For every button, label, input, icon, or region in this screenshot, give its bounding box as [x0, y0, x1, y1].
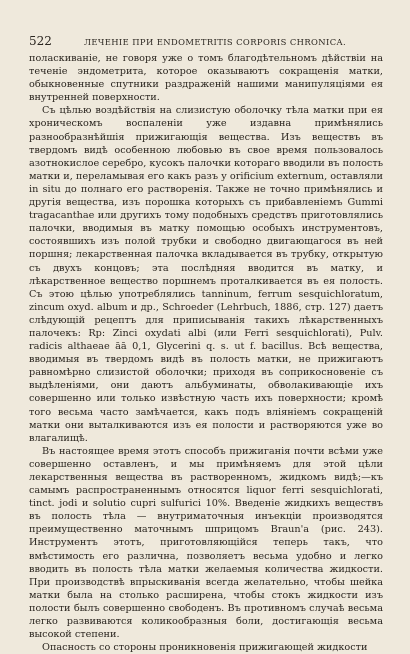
paragraph-continuation: полаcкиваніе, не говоря уже о томъ благодѣтельномъ дѣйствіи на теченіе эндометрита, которое оказываютъ сокращенія матки, обыкновенные спутники раздраженій нашими манипуляціями ея внутренней поверхности. — [29, 53, 383, 104]
page-number: 522 — [29, 34, 52, 48]
paragraph-cauterization: Съ цѣлью воздѣйствія на слизистую оболочку тѣла матки при ея хроническомъ воспаленіи уже издавна примѣнялись разнообразнѣйшія прижигающія вещества. Изъ веществъ въ твердомъ видѣ особенною любовью въ свое время пользовалось азотнокислое серебро, кусокъ палочки котораго вводили въ полость матки и, переламывая его какъ разъ у orificium externum, оставляли in situ до полнаго его растворенія. Также не точно примѣнялись и другія вещества, изъ порошка которыхъ съ прибавленіемъ Gummi tragacanthae или другихъ тому подобныхъ средствъ приготовлялись палочки, вводимыя въ матку помощью особыхъ инструментовъ, состоявшихъ изъ полой трубки и свободно двигающагося въ ней поршня; лекарственная палочка вкладывается въ трубку, открытую съ двухъ концовъ; эта послѣдняя вводится въ матку, и лѣкарственное вещество поршнемъ проталкивается въ ея полость. Съ этою цѣлью употреблялись tanninum, ferrum sesquichloratum, zincum oxyd. album и др., Schroeder (Lehrbuch, 1886, стр. 127) даетъ слѣдующій рецептъ для приписыванія такихъ лѣкарственныхъ палочекъ: Rp: Zinci oxydati albi (или Ferri sesquichlorati), Pulv. radicis althaeae āā 0,1, Glycerini q. s. ut f. bacillus. Всѣ вещества, вводимыя въ твердомъ видѣ въ полость матки, не прижигаютъ равномѣрно слизистой оболочки; приходя въ соприкосновеніе съ выдѣленіями, они даютъ альбуминаты, обволакивающіе ихъ совершенно или только извѣстную часть ихъ поверхности; кромѣ того весьма часто замѣчается, какъ подъ вліяніемъ сокращеній матки они выталкиваются изъ ея полости и растворяются уже во влагалищѣ. — [29, 105, 383, 444]
running-title: ЛЕЧЕНІЕ ПРИ ENDOMETRITIS CORPORIS CHRONICA. — [83, 37, 347, 47]
paragraph-danger: Опасность со стороны проникновенія прижигающей жидкости — [42, 642, 368, 654]
page-header — [29, 34, 383, 48]
paragraph-liquid-agents: Въ настоящее время этотъ способъ прижиганія почти всѣми уже совершенно оставленъ, и мы примѣняемъ для этой цѣли лекарственныя вещества въ растворенномъ, жидкомъ видѣ;—къ самымъ распространеннымъ относятся liquor ferri sesquichlorati, tinct. jodi и solutio cupri sulfurici 10%. Введеніе жидкихъ веществъ въ полость тѣла — внутриматочныя инъекціи производятся преимущественно маточнымъ шприцомъ Braun'а (рис. 243). Инструментъ этотъ, приготовляющійся теперь такъ, что вмѣстимость его различна, позволяетъ весьма удобно и легко вводить въ полость тѣла матки желаемыя количества жидкости. При производствѣ впрыскиванія всегда желательно, чтобы шейка матки была на столько расширена, чтобы стокъ жидкости изъ полости былъ совершенно свободенъ. Въ противномъ случаѣ весьма легко развиваются коликообразныя боли, достигающія весьма высокой степени. — [29, 445, 383, 641]
